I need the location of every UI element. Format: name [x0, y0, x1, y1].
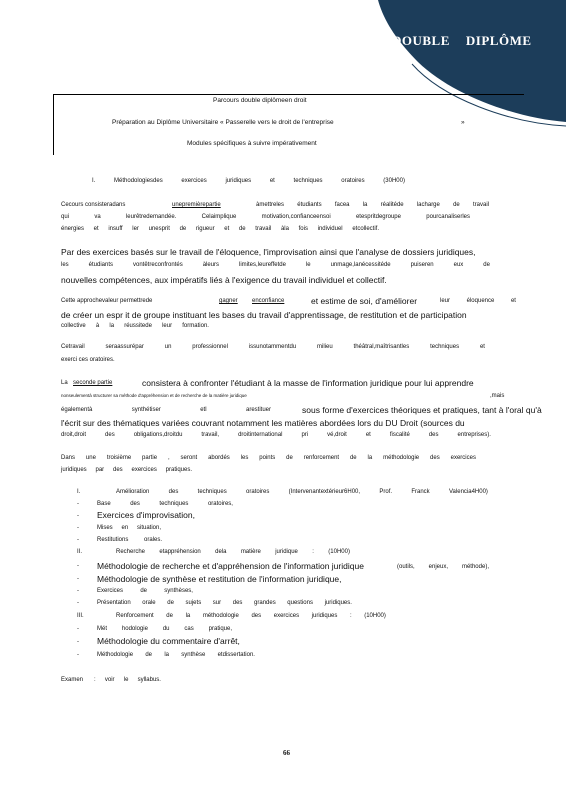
outline-bullet-2: - — [77, 501, 79, 507]
outline-bullet-15: - — [77, 652, 79, 658]
p2-line1: Par des exercices basés sur le travail de l'éloquence, l'improvisation ainsi que l'analyse de dossiers juridiques, — [61, 247, 476, 257]
p3-line1-end: leur éloquence et — [440, 298, 516, 304]
outline-item-9: Méthodologie de synthèse et restitution de l'information juridique, — [97, 574, 342, 584]
outline-bullet-7: - — [77, 563, 79, 569]
p1-line1-start: Cecours consisteradans — [61, 202, 126, 208]
program-modules-note: Modules spécifiques à suivre impérativement — [187, 140, 317, 147]
p2-line3: nouvelles compétences, aux impératifs liés à l'exigence du travail individuel et collectif. — [61, 275, 387, 285]
p5-line1-seconde-partie: seconde partie — [73, 380, 113, 386]
banner-word-diplome: DIPLÔME — [465, 33, 532, 48]
outline-item-11: Présentation orale de sujets sur des grandes questions juridiques. — [97, 600, 352, 606]
outline-bullet-3: - — [77, 513, 79, 519]
outline-bullet-9: - — [77, 576, 79, 582]
p5-line2-end: ,mais — [490, 393, 505, 399]
p4-line1: Cetravail seraassurépar un professionnel issunotammentdu milieu théâtral,maîtrisantles techniques et — [61, 344, 485, 350]
outline-item-1: Amélioration des techniques oratoires (Intervenantextérieur6H00, Prof. Franck Valencia4H00) — [116, 489, 488, 495]
p5-line1-end: consistera à confronter l'étudiant à la masse de l'information juridique pour lui apprendre — [142, 378, 474, 388]
p1-line1-end: àmettreles étudiants facea la réalitéde lacharge de travail — [256, 202, 489, 208]
program-subtitle-close-quote: » — [461, 119, 465, 126]
p5-line3-start: égalementà synthétiser etl arestituer — [61, 407, 271, 413]
outline-item-7: Méthodologie de recherche et d'appréhension de l'information juridique — [97, 561, 364, 571]
outline-bullet-13: - — [77, 626, 79, 632]
outline-item-12: Renforcement de la méthodologie des exercices juridiques : (10H00) — [116, 613, 386, 619]
p5-line1-start: La — [61, 380, 68, 386]
outline-marker-I: I. — [77, 489, 81, 495]
p3-line1-confiance: enconfiance — [252, 298, 285, 304]
p2-line2: les étudiants vontêtreconfrontés àleurs limites,leureffetde le unmage,lanécessitéde puiseren eux de — [61, 262, 490, 268]
outline-bullet-10: - — [77, 588, 79, 594]
page-number: 66 — [283, 749, 290, 757]
banner-word-double: DOUBLE — [392, 33, 450, 48]
outline-item-6: Recherche etappréhension dela matière juridique : (10H00) — [116, 549, 350, 555]
p3-line1-start: Cette approchevaleur permettrede — [61, 298, 153, 304]
p3-line3: collective à la réussitede leur formation. — [61, 323, 209, 329]
document-banner-title — [392, 33, 532, 49]
outline-item-15: Méthodologie de la synthèse etdissertation. — [97, 652, 255, 658]
exam-label: Examen — [61, 677, 84, 683]
p1-line2: qui va leurêtredemandée. Celaimplique motivation,confianceensoi etespritdegroupe pourcanaliserles — [61, 214, 470, 220]
outline-item-13: Mét hodologie du cas pratique, — [97, 626, 232, 632]
outline-item-14: Méthodologie du commentaire d'arrêt, — [97, 636, 240, 646]
outline-item-7-detail: (outils, enjeux, méthode), — [397, 564, 489, 570]
p5-line3-end: sous forme d'exercices théoriques et pratiques, tant à l'oral qu'à — [302, 405, 542, 415]
outline-item-10: Exercices de synthèses, — [97, 588, 193, 594]
program-title: Parcours double diplômeen droit — [213, 97, 307, 104]
outline-bullet-11: - — [77, 600, 79, 606]
outline-item-4: Mises en situation, — [97, 525, 161, 531]
outline-bullet-4: - — [77, 525, 79, 531]
p4-line2: exerci ces oratoires. — [61, 357, 115, 363]
p6-line2: juridiques par des exercices pratiques. — [61, 467, 192, 473]
p1-line1-underlined: unepremièrepartie — [172, 202, 221, 208]
outline-bullet-5: - — [77, 537, 79, 543]
p5-line5: droit,droit des obligations,droitdu travail, droitinternational pri vé,droit et fiscalité des entreprises). — [61, 432, 491, 438]
p3-line1-gagner: gagner — [219, 298, 238, 304]
p1-line3: énergies et insuff ler unesprit de rigueur et de travail àla fois individuel etcollectif. — [61, 226, 379, 232]
outline-marker-III: III. — [77, 613, 84, 619]
section-heading-methodologies: I. Méthodologiesdes exercices juridiques et techniques oratoires (30H00) — [92, 178, 405, 184]
program-subtitle: Préparation au Diplôme Universitaire « Passerelle vers le droit de l'entreprise — [112, 119, 334, 126]
p3-line1-middle: et estime de soi, d'améliorer — [311, 296, 418, 306]
outline-bullet-14: - — [77, 639, 79, 645]
p5-line2-start: nonseulementà structurer sa méthode d'appréhension et de recherche de la matière juridique — [61, 393, 247, 398]
p6-line1: Dans une troisième partie , seront abordés les points de renforcement de la méthodologie des exercices — [61, 455, 476, 461]
p3-line2: de créer un espr it de groupe instituant les bases du travail d'apprentissage, de restitution et de participation — [61, 310, 467, 320]
outline-item-5: Restitutions orales. — [97, 537, 162, 543]
outline-marker-II: II. — [77, 549, 83, 555]
exam-text: : voir le syllabus. — [94, 677, 161, 683]
outline-item-3: Exercices d'improvisation, — [97, 510, 195, 520]
p5-line4: l'écrit sur des thématiques variées couvrant notamment les matières abordées lors du DU Droit (sources du — [61, 418, 465, 428]
outline-item-2: Base des techniques oratoires, — [97, 501, 233, 507]
